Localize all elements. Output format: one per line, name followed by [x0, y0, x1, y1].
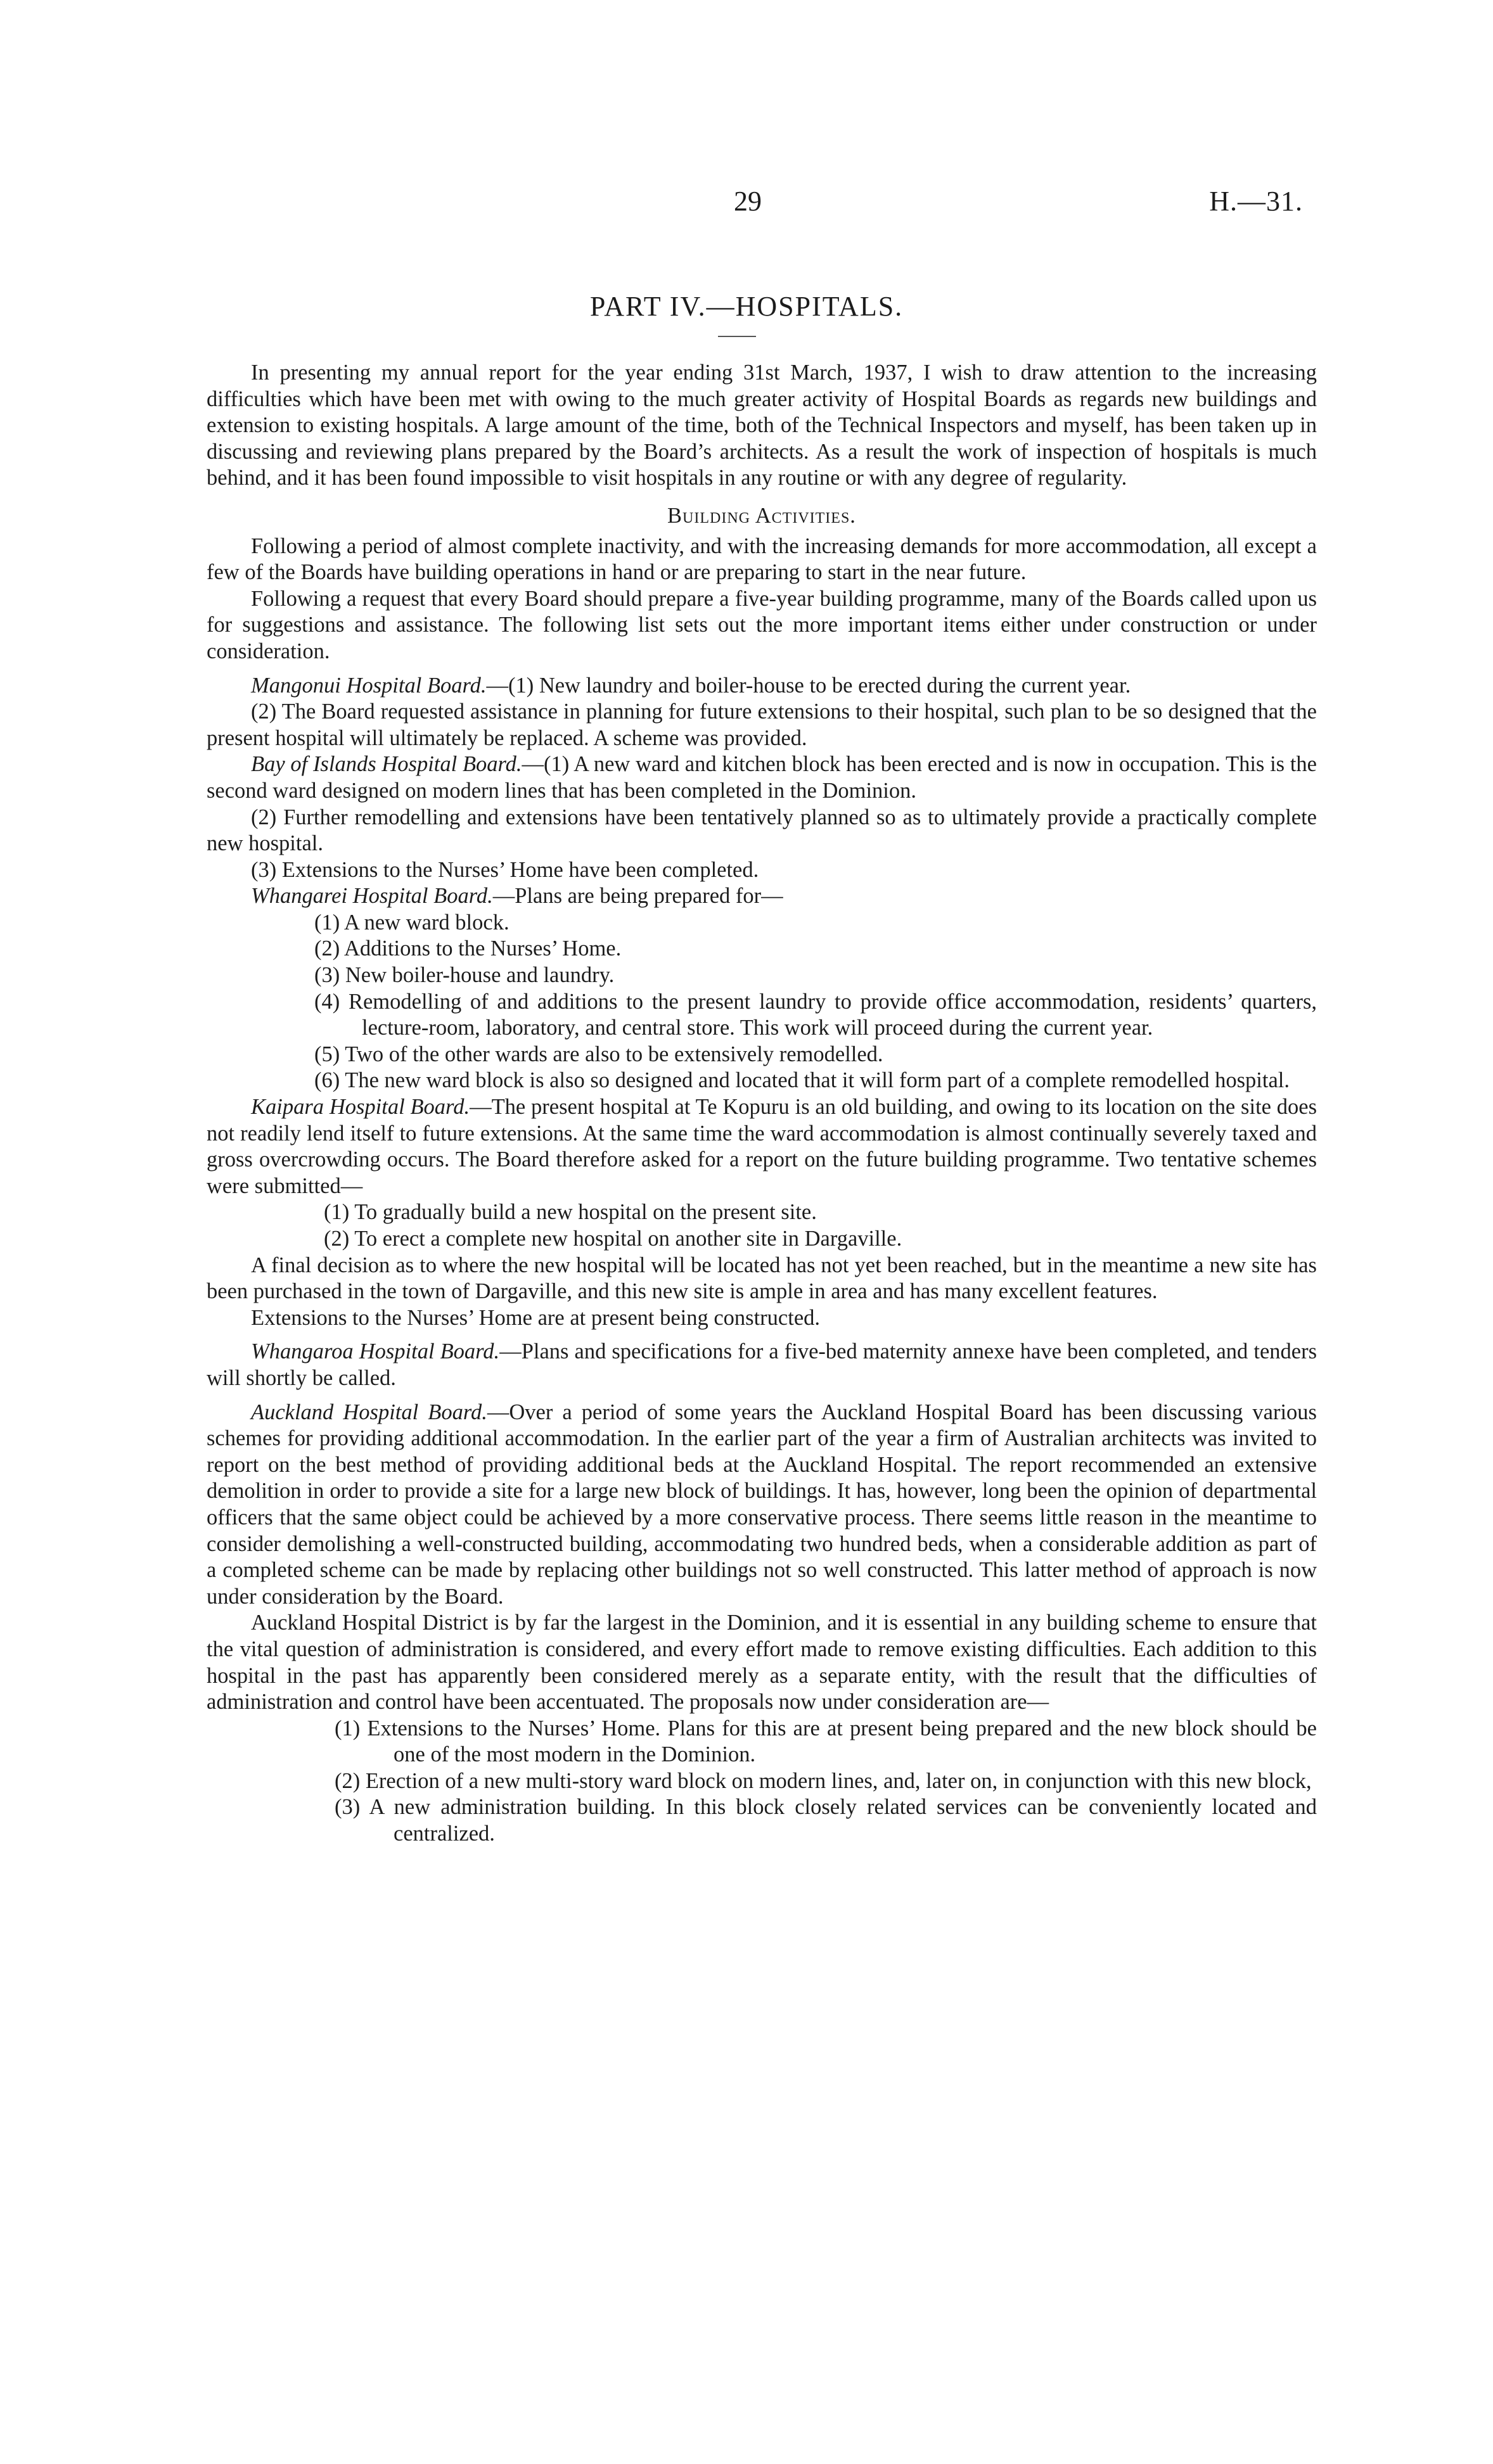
auckland-paragraph-1	[207, 1400, 1317, 1611]
list-item	[207, 1199, 1317, 1226]
list-item	[207, 962, 1317, 989]
list-item-text: A new ward block.	[343, 910, 509, 935]
kaipara-board-name: Kaipara Hospital Board.	[251, 1095, 470, 1120]
building-paragraph-1: Following a period of almost complete inactivity, and with the increasing demands for more accommodation, all except a few of the Boards have building operations in hand or are preparing to start in the near future.	[207, 533, 1317, 585]
list-item-text: To gradually build a new hospital on the present site.	[354, 1200, 817, 1225]
part-title: PART IV.—HOSPITALS.	[589, 291, 904, 322]
list-item-number: (2)	[324, 1227, 350, 1251]
kaipara-paragraph-1	[207, 1094, 1317, 1199]
auckland-proposal-list	[207, 1716, 1317, 1848]
whangarei-board-name: Whangarei Hospital Board.	[251, 884, 493, 909]
list-item-text: Additions to the Nurses’ Home.	[343, 936, 622, 961]
list-item-number: (2)	[314, 936, 340, 961]
list-item	[207, 1716, 1317, 1768]
list-item-text: Two of the other wards are also to be extensively remodelled.	[345, 1042, 883, 1066]
list-item	[207, 910, 1317, 936]
kaipara-scheme-list	[207, 1199, 1317, 1252]
list-item-text: Erection of a new multi-story ward block on modern lines, and, later on, in conjunction with this new block,	[365, 1768, 1312, 1793]
whangarei-plan-list	[207, 910, 1317, 1094]
list-item-text: The new ward block is also so designed and located that it will form part of a complete remodelled hospital.	[345, 1068, 1290, 1093]
section-heading: Building Activities.	[667, 503, 856, 528]
list-item-number: (1)	[314, 910, 340, 935]
list-item-number: (4)	[314, 989, 340, 1014]
auckland-board-name: Auckland Hospital Board.	[251, 1400, 487, 1424]
bay-of-islands-paragraph-2: (2) Further remodelling and extensions have been tentatively planned so as to ultimately provide a practically complete new hospital.	[207, 805, 1317, 856]
list-item-number: (1)	[335, 1716, 361, 1740]
title-rule	[718, 336, 756, 337]
mangonui-paragraph-2: (2) The Board requested assistance in planning for future extensions to their hospital, such plan to be so designed that the present hospital will ultimately be replaced. A scheme was provided.	[207, 699, 1317, 750]
mangonui-board-name: Mangonui Hospital Board.	[251, 673, 487, 698]
list-item	[207, 936, 1317, 962]
list-item-text: Remodelling of and additions to the present laundry to provide office accommodation, residents’ quarters, lecture-room, laboratory, and central store. This work will proceed during the current year.	[348, 989, 1317, 1040]
bay-of-islands-paragraph-3: (3) Extensions to the Nurses’ Home have been completed.	[251, 857, 759, 882]
list-item-text: Extensions to the Nurses’ Home. Plans for this are at present being prepared and the new block should be one of the most modern in the Dominion.	[367, 1716, 1317, 1767]
intro-paragraph: In presenting my annual report for the year ending 31st March, 1937, I wish to draw attention to the increasing difficulties which have been met with owing to the much greater activity of Hospital Boards as regards new buildings and extension to existing hospitals. A large amount of the time, both of the Technical Inspectors and myself, has been taken up in discussing and reviewing plans prepared by the Board’s architects. As a result the work of inspection of hospitals is much behind, and it has been found impossible to visit hospitals in any routine or with any degree of regularity.	[207, 361, 1317, 490]
list-item-text: A new administration building. In this block closely related services can be conveniently located and centralized.	[369, 1795, 1317, 1846]
list-item	[207, 1042, 1317, 1068]
list-item	[207, 1768, 1317, 1795]
mangonui-paragraph-1	[207, 673, 1317, 699]
whangaroa-board-name: Whangaroa Hospital Board.	[251, 1339, 500, 1364]
auckland-paragraph-2: Auckland Hospital District is by far the largest in the Dominion, and it is essential in any building scheme to ensure that the vital question of administration is considered, and every effort made to remove existing difficulties. Each addition to this hospital in the past has apparently been considered merely as a separate entity, with the result that the difficulties of administration and control have been accentuated. The proposals now under consideration are—	[207, 1611, 1317, 1714]
list-item	[207, 1068, 1317, 1094]
report-body	[207, 360, 1317, 1848]
whangaroa-paragraph	[207, 1339, 1317, 1391]
whangaroa-text-1: —Plans and specifications for a five-bed maternity annexe have been completed, and tenders will shortly be called.	[207, 1339, 1317, 1390]
list-item-number: (5)	[314, 1042, 340, 1066]
list-item	[207, 989, 1317, 1042]
list-item	[207, 1226, 1317, 1253]
list-item-number: (1)	[324, 1200, 350, 1225]
list-item-number: (6)	[314, 1068, 340, 1093]
auckland-text-1: —Over a period of some years the Auckland Hospital Board has been discussing various schemes for providing additional accommodation. In the earlier part of the year a firm of Australian architects was invited to report on the best method of providing additional beds at the Auckland Hospital. The report recommended an extensive demolition in order to provide a site for a large new block of buildings. It has, however, long been the opinion of departmental officers that the same object could be achieved by a more conservative process. There seems little reason in the meantime to consider demolishing a well-constructed building, accommodating two hundred beds, when a considerable addition as part of a completed scheme can be made by replacing other buildings not so well constructed. This latter method of approach is now under consideration by the Board.	[207, 1400, 1317, 1609]
page-header	[0, 185, 1493, 229]
list-item-text: New boiler-house and laundry.	[345, 963, 615, 988]
bay-of-islands-text-1: —(1) A new ward and kitchen block has been erected and is now in occupation. This is the second ward designed on modern lines that has been completed in the Dominion.	[207, 752, 1317, 803]
page-number: 29	[734, 186, 762, 217]
list-item	[207, 1794, 1317, 1847]
report-reference-code: H.—31.	[1209, 186, 1303, 217]
whangarei-paragraph	[207, 883, 1317, 910]
list-item-number: (2)	[335, 1768, 361, 1793]
bay-of-islands-board-name: Bay of Islands Hospital Board.	[251, 752, 522, 777]
kaipara-paragraph-3: Extensions to the Nurses’ Home are at present being constructed.	[251, 1305, 821, 1330]
list-item-number: (3)	[314, 963, 340, 988]
building-paragraph-2: Following a request that every Board should prepare a five-year building programme, many of the Boards called upon us for suggestions and assistance. The following list sets out the more important items either under construction or under consideration.	[207, 586, 1317, 663]
mangonui-text-1: —(1) New laundry and boiler-house to be erected during the current year.	[486, 673, 1131, 698]
bay-of-islands-paragraph-1	[207, 751, 1317, 804]
kaipara-text-1: —The present hospital at Te Kopuru is an old building, and owing to its location on the site does not readily lend itself to future extensions. At the same time the ward accommodation is almost continually severely taxed and gross overcrowding occurs. The Board therefore asked for a report on the future building programme. Two tentative schemes were submitted—	[207, 1095, 1317, 1198]
kaipara-paragraph-2: A final decision as to where the new hospital will be located has not yet been reached, but in the meantime a new site has been purchased in the town of Dargaville, and this new site is ample in area and has many excellent features.	[207, 1253, 1317, 1304]
list-item-number: (3)	[335, 1795, 361, 1820]
list-item-text: To erect a complete new hospital on another site in Dargaville.	[354, 1227, 902, 1251]
whangarei-intro: —Plans are being prepared for—	[492, 884, 783, 909]
